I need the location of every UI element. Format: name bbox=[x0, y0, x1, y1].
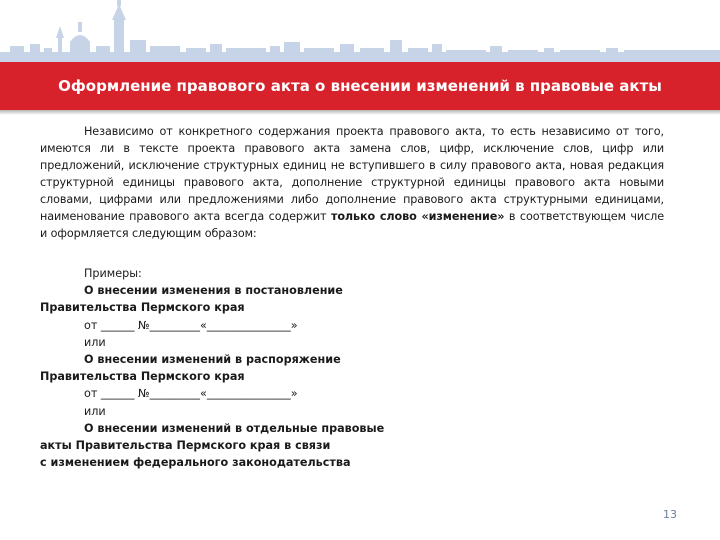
intro-text-part1: Независимо от конкретного содержания проекта правового акта, то есть независимо от того, имеются ли в тексте проекта правового акта замена слов, цифр, исключение слов, цифр или предложений, исключение структурных единиц не вступившего в силу правового акта, новая редакция структурной единицы правового акта, дополнение структурной единицы правового акта новыми словами, цифрами или предложениями либо дополнение правового акта структурными единицами, наименование правового акта всегда содержит bbox=[40, 125, 664, 223]
or-separator-1: или bbox=[84, 335, 106, 349]
or-separator-2: или bbox=[84, 404, 106, 418]
intro-paragraph bbox=[40, 123, 664, 242]
intro-emphasis: только слово «изменение» bbox=[330, 210, 505, 223]
example-3-line-2: акты Правительства Пермского края в связи bbox=[40, 439, 331, 453]
example-2-line-2: Правительства Пермского края bbox=[40, 370, 245, 384]
slide-title: Оформление правового акта о внесении изменений в правовые акты bbox=[58, 77, 662, 95]
date-number-line-1: от ______ №_________«_______________» bbox=[84, 318, 298, 332]
banner-shadow bbox=[0, 110, 720, 115]
examples-block bbox=[40, 265, 680, 471]
page-number: 13 bbox=[663, 508, 677, 521]
example-3-line-1: О внесении изменений в отдельные правовые bbox=[84, 421, 385, 435]
example-1-line-1: О внесении изменения в постановление bbox=[84, 284, 343, 298]
date-number-line-2: от ______ №_________«_______________» bbox=[84, 387, 298, 401]
example-2-line-1: О внесении изменений в распоряжение bbox=[84, 353, 341, 367]
examples-heading: Примеры: bbox=[84, 267, 142, 280]
intro-text-part2: в соответствующем числе и оформляется следующим образом: bbox=[40, 210, 664, 240]
example-3-line-3: с изменением федерального законодательства bbox=[40, 456, 351, 470]
example-1-line-2: Правительства Пермского края bbox=[40, 301, 245, 315]
city-skyline-graphic bbox=[0, 0, 720, 70]
